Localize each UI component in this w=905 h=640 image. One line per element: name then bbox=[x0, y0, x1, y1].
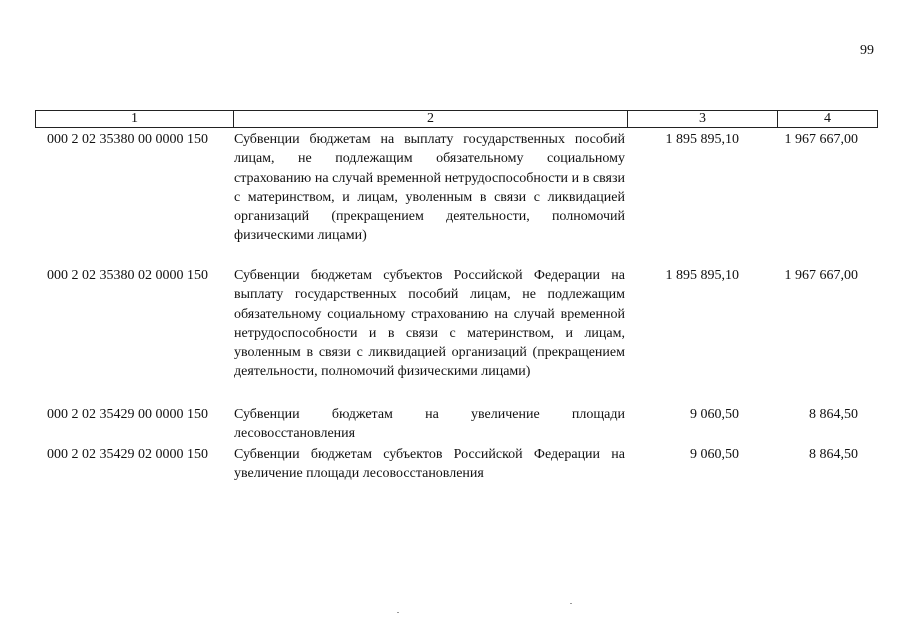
row-description: Субвенции бюджетам субъектов Российской Федерации на увеличение площади лесовосстановления bbox=[234, 447, 625, 482]
table-header bbox=[35, 110, 878, 128]
scan-speck bbox=[570, 603, 572, 604]
row-description: Субвенции бюджетам субъектов Российской Федерации на выплату государственных пособий лицам, не подлежащим обязательному социальному страхованию на случай временной нетрудоспособности и в связи с материнством, и лицам, уволенным в связи с ликвидацией организаций (прекращением деятельности, полномочий физическими лицами) bbox=[234, 268, 625, 380]
column-header-1: 1 bbox=[36, 111, 234, 127]
column-header-4: 4 bbox=[824, 111, 831, 126]
row-description: Субвенции бюджетам на выплату государственных пособий лицам, не подлежащим обязательному социальному страхованию на случай временной нетрудоспособности и в связи с материнством, и лицам, уволенным в связи с ликвидацией организаций (прекращением деятельности, полномочий физическими лицами) bbox=[234, 132, 625, 244]
amount-column-4: 8 864,50 bbox=[809, 447, 858, 462]
scan-speck bbox=[397, 612, 399, 613]
amount-column-4: 1 967 667,00 bbox=[784, 268, 858, 283]
budget-code: 000 2 02 35429 02 0000 150 bbox=[47, 447, 208, 462]
budget-code: 000 2 02 35429 00 0000 150 bbox=[47, 407, 208, 422]
budget-code: 000 2 02 35380 02 0000 150 bbox=[47, 268, 208, 283]
budget-code: 000 2 02 35380 00 0000 150 bbox=[47, 132, 208, 147]
column-header-2: 2 bbox=[234, 111, 628, 127]
amount-column-3: 9 060,50 bbox=[690, 407, 739, 422]
amount-column-4: 8 864,50 bbox=[809, 407, 858, 422]
amount-column-3: 9 060,50 bbox=[690, 447, 739, 462]
amount-column-3: 1 895 895,10 bbox=[665, 268, 739, 283]
row-description: Субвенции бюджетам на увеличение площади лесовосстановления bbox=[234, 407, 625, 442]
amount-column-3: 1 895 895,10 bbox=[665, 132, 739, 147]
amount-column-4: 1 967 667,00 bbox=[784, 132, 858, 147]
page-number: 99 bbox=[860, 43, 874, 58]
column-header-3: 3 bbox=[628, 111, 778, 127]
